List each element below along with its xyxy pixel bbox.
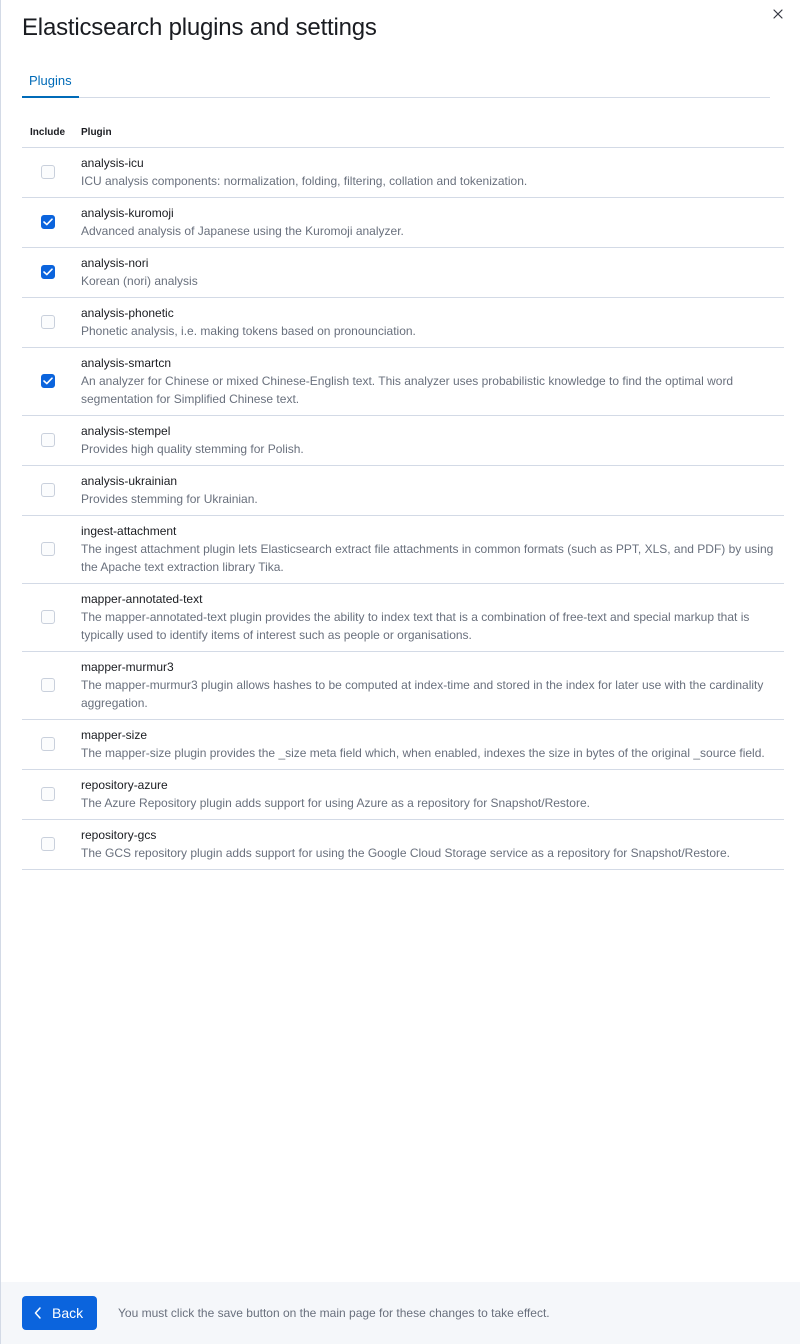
table-row xyxy=(22,584,784,652)
plugin-name: analysis-kuromoji xyxy=(81,206,174,220)
plugin-name: mapper-size xyxy=(81,728,148,742)
plugin-name: analysis-stempel xyxy=(81,424,171,438)
table-row xyxy=(22,770,784,820)
include-cell xyxy=(22,433,81,447)
plugin-cell xyxy=(81,776,784,812)
plugin-name: mapper-murmur3 xyxy=(81,660,174,674)
check-icon xyxy=(43,268,53,276)
back-button-label: Back xyxy=(52,1305,84,1321)
plugin-cell xyxy=(81,422,784,458)
include-cell xyxy=(22,542,81,556)
plugin-name: analysis-smartcn xyxy=(81,356,172,370)
plugin-cell xyxy=(81,472,784,508)
close-icon xyxy=(773,9,783,19)
plugin-cell xyxy=(81,154,784,190)
plugin-cell xyxy=(81,304,784,340)
check-icon xyxy=(43,218,53,226)
plugin-cell xyxy=(81,254,784,290)
plugins-table xyxy=(22,118,784,870)
plugin-cell xyxy=(81,204,784,240)
table-row xyxy=(22,198,784,248)
flyout-title: Elasticsearch plugins and settings xyxy=(22,14,377,41)
tab-plugins[interactable]: Plugins xyxy=(22,64,79,98)
include-cell xyxy=(22,315,81,329)
include-cell xyxy=(22,737,81,751)
include-checkbox[interactable] xyxy=(41,215,55,229)
plugin-description: The ingest attachment plugin lets Elasticsearch extract file attachments in common formats (such as PPT, XLS, and PDF) by using the Apache text extraction library Tika. xyxy=(81,542,774,574)
include-checkbox[interactable] xyxy=(41,315,55,329)
plugin-cell xyxy=(81,590,784,644)
include-checkbox[interactable] xyxy=(41,837,55,851)
plugin-description: Phonetic analysis, i.e. making tokens based on pronounciation. xyxy=(81,324,416,338)
column-header-plugin: Plugin xyxy=(81,127,112,138)
include-checkbox[interactable] xyxy=(41,433,55,447)
include-cell xyxy=(22,610,81,624)
plugin-cell xyxy=(81,726,784,762)
plugin-description: The Azure Repository plugin adds support for using Azure as a repository for Snapshot/Restore. xyxy=(81,796,590,810)
plugin-description: ICU analysis components: normalization, folding, filtering, collation and tokenization. xyxy=(81,174,528,188)
table-row xyxy=(22,820,784,870)
include-checkbox[interactable] xyxy=(41,265,55,279)
include-checkbox[interactable] xyxy=(41,165,55,179)
include-checkbox[interactable] xyxy=(41,787,55,801)
plugin-description: Provides stemming for Ukrainian. xyxy=(81,492,258,506)
include-checkbox[interactable] xyxy=(41,483,55,497)
include-checkbox[interactable] xyxy=(41,542,55,556)
include-cell xyxy=(22,678,81,692)
table-row xyxy=(22,148,784,198)
plugin-name: repository-gcs xyxy=(81,828,157,842)
include-checkbox[interactable] xyxy=(41,678,55,692)
plugin-description: The mapper-murmur3 plugin allows hashes to be computed at index-time and stored in the index for later use with the cardinality aggregation. xyxy=(81,678,764,710)
flyout-footer xyxy=(1,1282,800,1344)
table-row xyxy=(22,516,784,584)
footer-note: You must click the save button on the main page for these changes to take effect. xyxy=(118,1306,550,1320)
table-row xyxy=(22,416,784,466)
table-header xyxy=(22,118,784,148)
include-cell xyxy=(22,374,81,388)
plugin-cell xyxy=(81,826,784,862)
plugin-description: The GCS repository plugin adds support for using the Google Cloud Storage service as a repository for Snapshot/Restore. xyxy=(81,846,731,860)
table-row xyxy=(22,348,784,416)
plugin-cell xyxy=(81,522,784,576)
table-row xyxy=(22,298,784,348)
include-checkbox[interactable] xyxy=(41,374,55,388)
plugin-description: The mapper-size plugin provides the _size meta field which, when enabled, indexes the size in bytes of the original _source field. xyxy=(81,746,765,760)
table-row xyxy=(22,248,784,298)
plugin-name: analysis-icu xyxy=(81,156,144,170)
plugin-description: Provides high quality stemming for Polish. xyxy=(81,442,304,456)
include-cell xyxy=(22,215,81,229)
include-cell xyxy=(22,483,81,497)
include-cell xyxy=(22,165,81,179)
plugin-cell xyxy=(81,354,784,408)
plugin-name: analysis-nori xyxy=(81,256,149,270)
include-cell xyxy=(22,837,81,851)
plugin-cell xyxy=(81,658,784,712)
column-header-include: Include xyxy=(30,127,66,138)
table-body xyxy=(22,148,784,870)
plugin-name: ingest-attachment xyxy=(81,524,177,538)
plugin-name: repository-azure xyxy=(81,778,168,792)
plugin-description: The mapper-annotated-text plugin provides the ability to index text that is a combination of free-text and special markup that is typically used to identify items of interest such as people or organisations. xyxy=(81,610,750,642)
plugin-description: An analyzer for Chinese or mixed Chinese-English text. This analyzer uses probabilistic knowledge to find the optimal word segmentation for Simplified Chinese text. xyxy=(81,374,734,406)
tab-bar xyxy=(22,64,770,98)
check-icon xyxy=(43,377,53,385)
include-cell xyxy=(22,787,81,801)
plugin-description: Advanced analysis of Japanese using the Kuromoji analyzer. xyxy=(81,224,404,238)
chevron-left-icon xyxy=(34,1307,42,1319)
include-checkbox[interactable] xyxy=(41,737,55,751)
table-row xyxy=(22,720,784,770)
back-button[interactable] xyxy=(22,1296,97,1330)
plugin-name: mapper-annotated-text xyxy=(81,592,203,606)
include-cell xyxy=(22,265,81,279)
plugin-description: Korean (nori) analysis xyxy=(81,274,198,288)
table-row xyxy=(22,652,784,720)
plugin-name: analysis-ukrainian xyxy=(81,474,178,488)
close-button[interactable] xyxy=(770,6,786,22)
include-checkbox[interactable] xyxy=(41,610,55,624)
plugin-name: analysis-phonetic xyxy=(81,306,174,320)
table-row xyxy=(22,466,784,516)
